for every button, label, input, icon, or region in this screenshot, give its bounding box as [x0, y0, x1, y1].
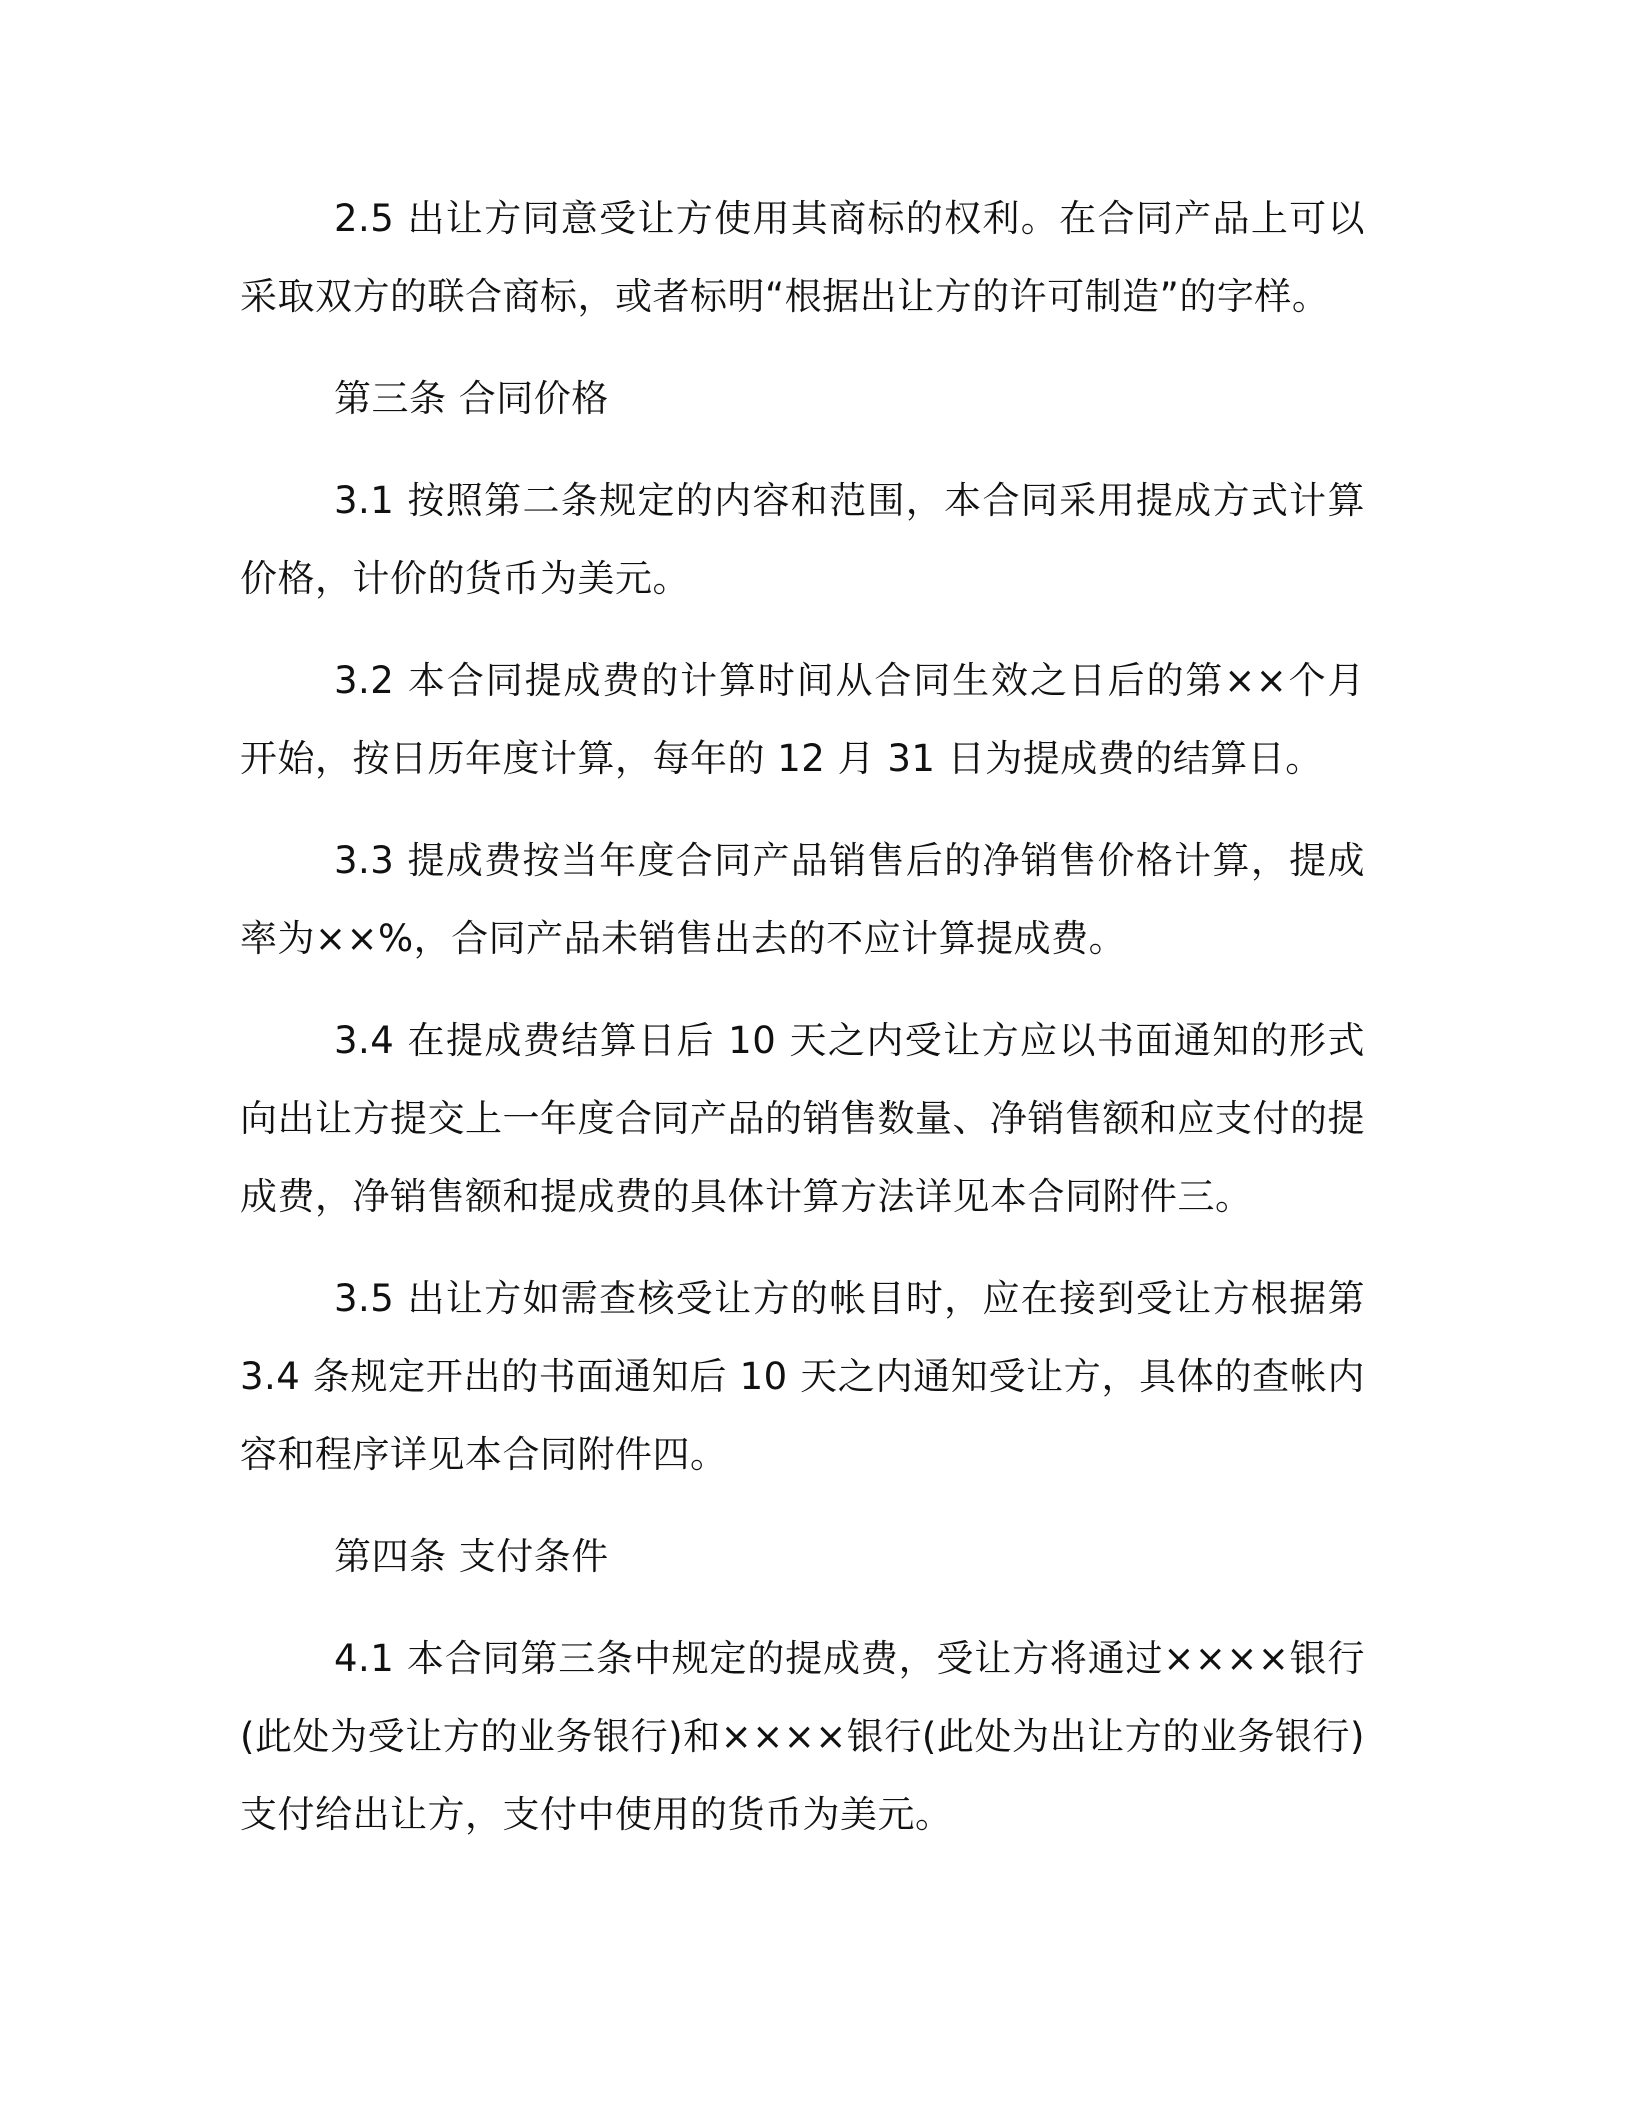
clause-3-4: 3.4 在提成费结算日后 10 天之内受让方应以书面通知的形式向出让方提交上一年度合同产品的销售数量、净销售额和应支付的提成费，净销售额和提成费的具体计算方法详见本合同附件三。: [240, 1019, 1365, 1218]
clause-3-2: 3.2 本合同提成费的计算时间从合同生效之日后的第××个月开始，按日历年度计算，每年的 12 月 31 日为提成费的结算日。: [240, 659, 1365, 780]
clause-3-5: 3.5 出让方如需查核受让方的帐目时，应在接到受让方根据第 3.4 条规定开出的书面通知后 10 天之内通知受让方，具体的查帐内容和程序详见本合同附件四。: [240, 1277, 1365, 1476]
clause-3-3: 3.3 提成费按当年度合同产品销售后的净销售价格计算，提成率为××%，合同产品未销售出去的不应计算提成费。: [240, 839, 1365, 960]
article-3-heading: 第三条 合同价格: [334, 377, 609, 420]
clause-4-1: 4.1 本合同第三条中规定的提成费，受让方将通过××××银行(此处为受让方的业务银行)和××××银行(此处为出让方的业务银行)支付给出让方，支付中使用的货币为美元。: [240, 1637, 1365, 1836]
article-4-heading: 第四条 支付条件: [334, 1535, 609, 1578]
clause-2-5: 2.5 出让方同意受让方使用其商标的权利。在合同产品上可以采取双方的联合商标，或者标明“根据出让方的许可制造”的字样。: [240, 197, 1365, 318]
document-body: [240, 180, 1365, 1878]
clause-3-1: 3.1 按照第二条规定的内容和范围，本合同采用提成方式计算价格，计价的货币为美元。: [240, 479, 1365, 600]
